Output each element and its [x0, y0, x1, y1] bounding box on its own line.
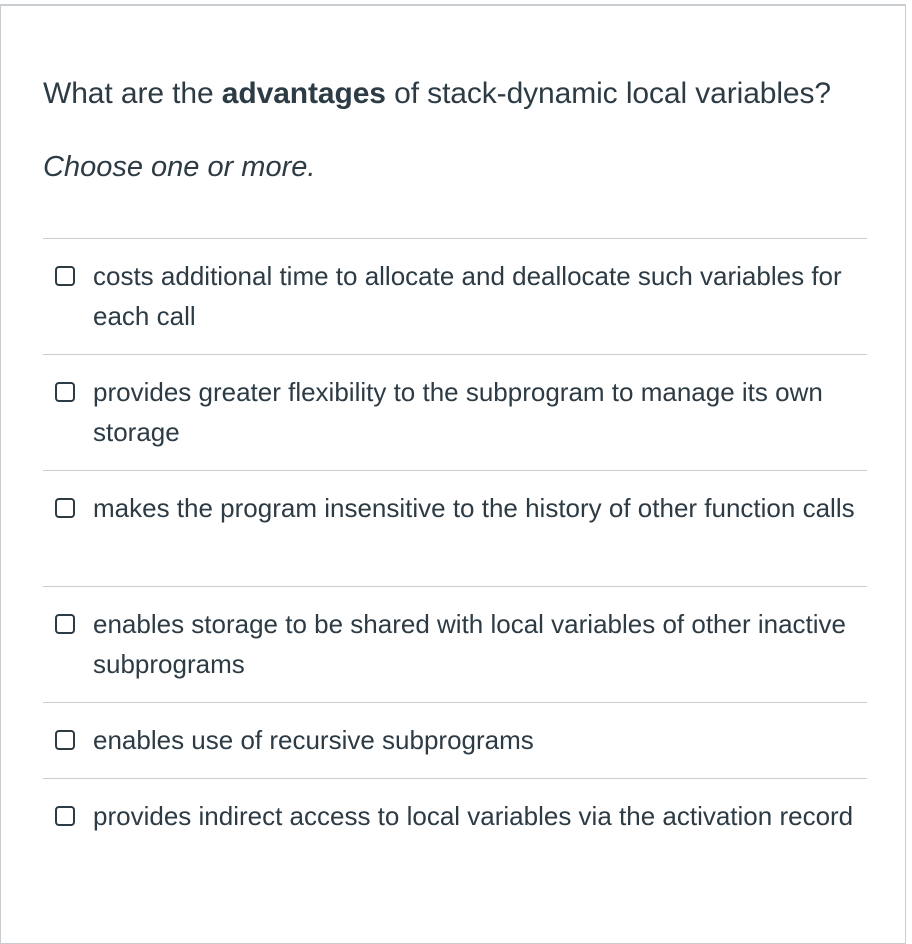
question-prefix: What are the: [43, 77, 222, 110]
answer-label: enables storage to be shared with local variables of other inactive subprograms: [93, 609, 846, 679]
answer-option[interactable]: [43, 586, 867, 702]
checkbox[interactable]: [55, 730, 75, 750]
answer-label: provides indirect access to local variables via the activation record: [93, 801, 854, 831]
answer-label: provides greater flexibility to the subprogram to manage its own storage: [93, 377, 823, 447]
answer-label: costs additional time to allocate and deallocate such variables for each call: [93, 261, 842, 331]
checkbox[interactable]: [55, 806, 75, 826]
answer-option[interactable]: [43, 702, 867, 778]
answer-option[interactable]: [43, 778, 867, 894]
question-emphasis: advantages: [221, 77, 386, 110]
answer-list: [43, 238, 867, 894]
question-text: [43, 74, 831, 114]
checkbox[interactable]: [55, 614, 75, 634]
checkbox[interactable]: [55, 498, 75, 518]
answer-instruction: Choose one or more.: [43, 151, 316, 183]
question-suffix: of stack-dynamic local variables?: [385, 77, 831, 110]
answer-option[interactable]: [43, 354, 867, 470]
checkbox[interactable]: [55, 266, 75, 286]
answer-label: enables use of recursive subprograms: [93, 725, 534, 755]
answer-option[interactable]: [43, 238, 867, 354]
answer-option[interactable]: [43, 470, 867, 586]
checkbox[interactable]: [55, 382, 75, 402]
answer-label: makes the program insensitive to the history of other function calls: [93, 493, 855, 523]
question-card: [0, 4, 906, 944]
